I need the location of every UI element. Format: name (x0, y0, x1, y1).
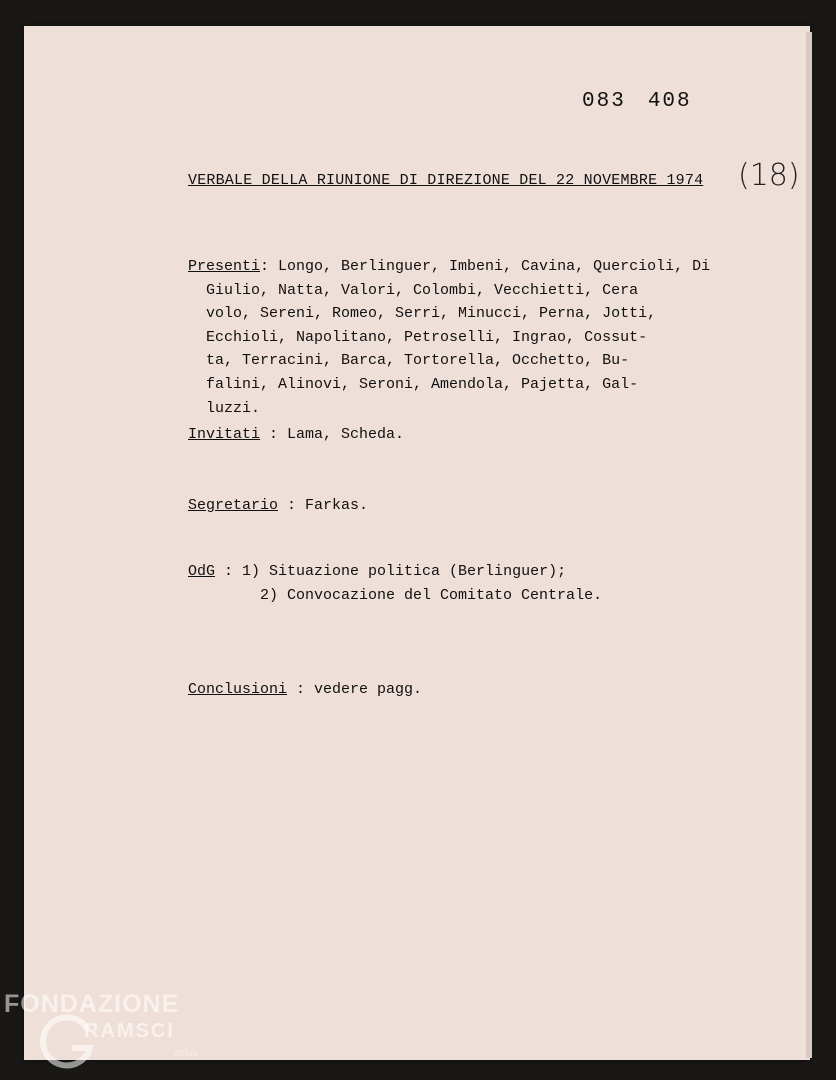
document-number-right: 408 (647, 90, 692, 113)
invitati-text: : Lama, Scheda. (260, 426, 405, 443)
presenti-line: : Longo, Berlinguer, Imbeni, Cavina, Quercioli, Di (260, 258, 711, 275)
document-title: VERBALE DELLA RIUNIONE DI DIREZIONE DEL 22 NOVEMBRE 1974 (188, 172, 704, 189)
conclusioni-section (188, 678, 422, 702)
presenti-line: falini, Alinovi, Seroni, Amendola, Pajetta, Gal- (188, 375, 639, 393)
conclusioni-label: Conclusioni (188, 681, 288, 698)
handwritten-annotation: (18) (738, 158, 800, 193)
logo-line3: onlus (174, 1048, 198, 1059)
presenti-line: ta, Terracini, Barca, Tortorella, Occhetto, Bu- (188, 352, 630, 370)
segretario-section (188, 494, 368, 518)
logo-line2: RAMSCI (84, 1020, 175, 1042)
fondazione-gramsci-logo (4, 990, 198, 1059)
segretario-text: : Farkas. (278, 497, 369, 514)
logo-line1: FONDAZIONE (4, 990, 180, 1018)
segretario-label: Segretario (188, 497, 279, 514)
presenti-line: Giulio, Natta, Valori, Colombi, Vecchietti, Cera (188, 281, 639, 299)
odg-item: : 1) Situazione politica (Berlinguer); (215, 563, 567, 580)
presenti-line: Ecchioli, Napolitano, Petroselli, Ingrao, Cossut- (188, 328, 648, 346)
odg-section (188, 560, 602, 607)
conclusioni-text: : vedere pagg. (287, 681, 423, 698)
document-number (582, 90, 692, 113)
presenti-label: Presenti (188, 258, 261, 275)
presenti-line: volo, Sereni, Romeo, Serri, Minucci, Perna, Jotti, (188, 305, 657, 323)
presenti-line: luzzi. (188, 399, 261, 417)
odg-item: 2) Convocazione del Comitato Centrale. (188, 586, 603, 604)
invitati-label: Invitati (188, 426, 261, 443)
invitati-section (188, 423, 404, 447)
document-number-left: 083 (582, 90, 626, 113)
presenti-section (188, 255, 710, 420)
page-edge (806, 32, 812, 1058)
odg-label: OdG (188, 563, 216, 580)
